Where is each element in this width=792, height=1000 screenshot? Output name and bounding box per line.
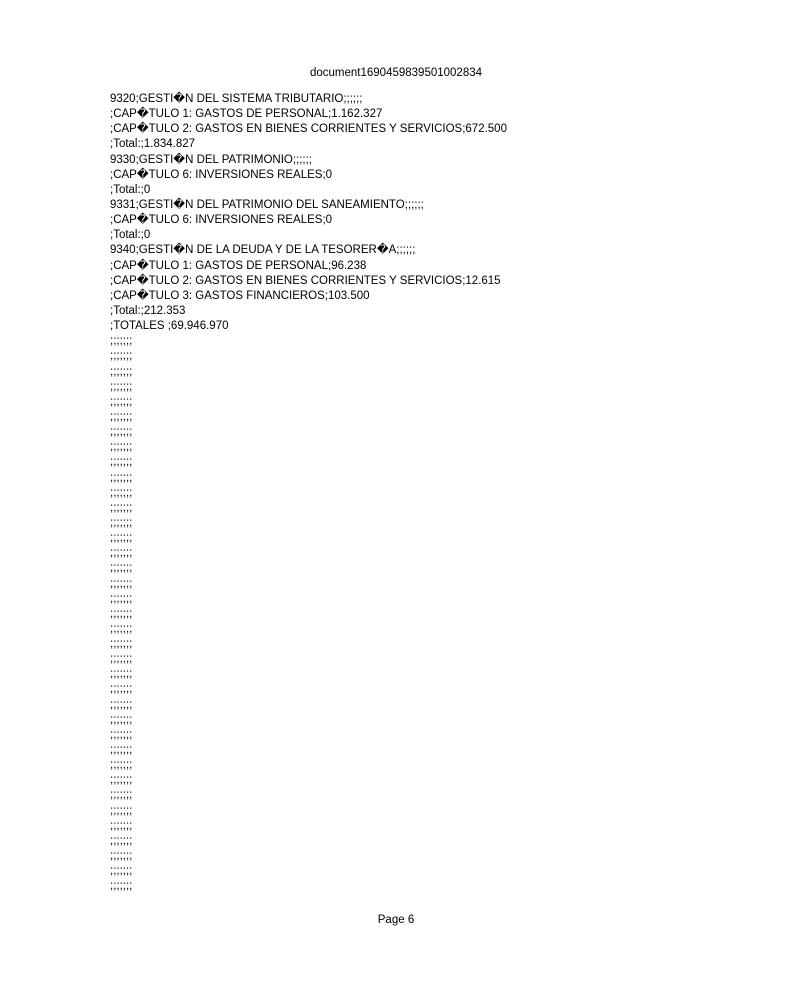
csv-filler-line: ;;;;;;;: [110, 698, 133, 711]
csv-line: ;TOTALES ;69.946.970: [110, 320, 229, 333]
csv-filler-line: ;;;;;;;: [110, 456, 133, 469]
csv-filler-line: ;;;;;;;: [110, 834, 133, 847]
csv-filler-line: ;;;;;;;: [110, 532, 133, 545]
csv-filler-line: ;;;;;;;: [110, 622, 133, 635]
csv-line: ;Total:;212.353: [110, 304, 186, 317]
csv-filler-line: ;;;;;;;: [110, 804, 133, 817]
csv-filler-line: ;;;;;;;: [110, 365, 133, 378]
csv-filler-line: ;;;;;;;: [110, 850, 133, 863]
csv-line: ;CAP�TULO 3: GASTOS FINANCIEROS;103.500: [110, 289, 370, 302]
csv-line: 9330;GESTI�N DEL PATRIMONIO;;;;;;: [110, 153, 313, 166]
page-number: Page 6: [377, 914, 415, 926]
csv-filler-line: ;;;;;;;: [110, 819, 133, 832]
csv-line: ;CAP�TULO 6: INVERSIONES REALES;0: [110, 214, 333, 227]
csv-filler-line: ;;;;;;;: [110, 638, 133, 651]
csv-line: ;CAP�TULO 1: GASTOS DE PERSONAL;1.162.327: [110, 108, 383, 121]
csv-filler-line: ;;;;;;;: [110, 653, 133, 666]
document-title: document1690459839501002834: [309, 67, 483, 79]
csv-filler-line: ;;;;;;;: [110, 335, 133, 348]
csv-filler-line: ;;;;;;;: [110, 683, 133, 696]
csv-filler-line: ;;;;;;;: [110, 410, 133, 423]
csv-filler-line: ;;;;;;;: [110, 577, 133, 590]
csv-filler-line: ;;;;;;;: [110, 471, 133, 484]
csv-filler-line: ;;;;;;;: [110, 547, 133, 560]
csv-filler-line: ;;;;;;;: [110, 486, 133, 499]
document-body: [110, 92, 772, 894]
csv-filler-line: ;;;;;;;: [110, 759, 133, 772]
csv-line: ;CAP�TULO 1: GASTOS DE PERSONAL;96.238: [110, 259, 367, 272]
csv-filler-line: ;;;;;;;: [110, 501, 133, 514]
csv-filler-line: ;;;;;;;: [110, 668, 133, 681]
csv-filler-line: ;;;;;;;: [110, 592, 133, 605]
csv-filler-line: ;;;;;;;: [110, 728, 133, 741]
csv-line: ;Total:;1.834.827: [110, 138, 196, 151]
csv-filler-line: ;;;;;;;: [110, 774, 133, 787]
csv-line: ;Total:;0: [110, 229, 151, 242]
csv-filler-line: ;;;;;;;: [110, 426, 133, 439]
csv-filler-line: ;;;;;;;: [110, 789, 133, 802]
csv-filler-line: ;;;;;;;: [110, 395, 133, 408]
csv-line: ;CAP�TULO 2: GASTOS EN BIENES CORRIENTES Y SERVICIOS;672.500: [110, 123, 507, 136]
csv-filler-line: ;;;;;;;: [110, 607, 133, 620]
csv-filler-line: ;;;;;;;: [110, 713, 133, 726]
csv-filler-line: ;;;;;;;: [110, 880, 133, 893]
csv-filler-line: ;;;;;;;: [110, 441, 133, 454]
csv-line: 9331;GESTI�N DEL PATRIMONIO DEL SANEAMIENTO;;;;;;: [110, 198, 424, 211]
csv-line: ;CAP�TULO 2: GASTOS EN BIENES CORRIENTES Y SERVICIOS;12.615: [110, 274, 501, 287]
csv-filler-line: ;;;;;;;: [110, 516, 133, 529]
csv-line: ;CAP�TULO 6: INVERSIONES REALES;0: [110, 168, 333, 181]
csv-filler-line: ;;;;;;;: [110, 562, 133, 575]
csv-filler-line: ;;;;;;;: [110, 744, 133, 757]
csv-line: 9340;GESTI�N DE LA DEUDA Y DE LA TESORER�A;;;;;;: [110, 244, 416, 257]
csv-filler-line: ;;;;;;;: [110, 380, 133, 393]
csv-line: 9320;GESTI�N DEL SISTEMA TRIBUTARIO;;;;;;: [110, 93, 363, 105]
csv-line: ;Total:;0: [110, 183, 151, 196]
csv-filler-line: ;;;;;;;: [110, 865, 133, 878]
csv-filler-line: ;;;;;;;: [110, 350, 133, 363]
